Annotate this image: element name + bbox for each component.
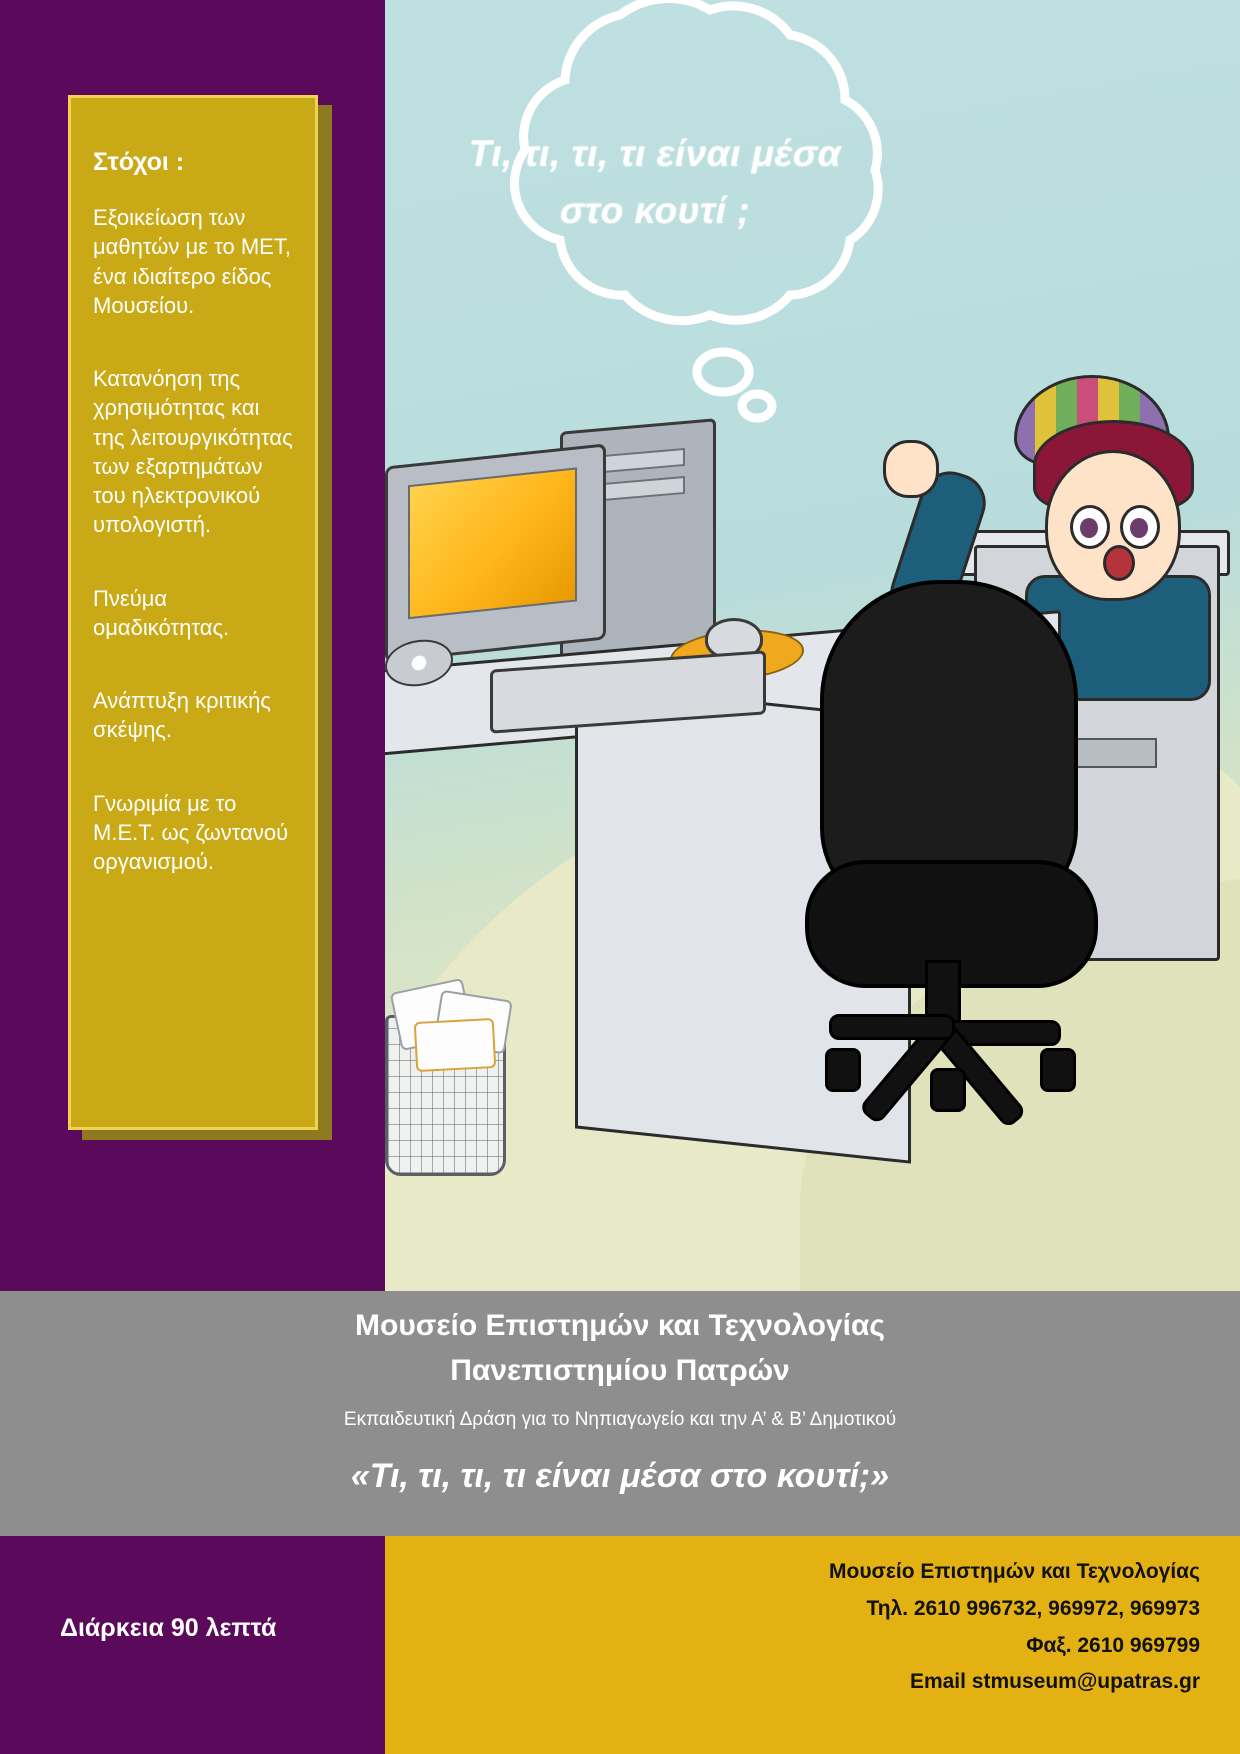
banner-subtitle: Εκπαιδευτική Δράση για το Νηπιαγωγείο και την Α’ & Β’ Δημοτικού: [343, 1409, 897, 1430]
chair-caster: [930, 1068, 966, 1112]
boy-eye-left: [1070, 505, 1110, 549]
thought-bubble: [405, 0, 905, 430]
goals-item-4: Ανάπτυξη κριτικής σκέψης.: [93, 688, 271, 743]
contact-fax: Φαξ. 2610 969799: [1026, 1633, 1200, 1657]
goals-title: Στόχοι :: [93, 148, 185, 176]
museum-name-line2: Πανεπιστημίου Πατρών: [450, 1354, 790, 1387]
duration-text: Διάρκεια 90 λεπτά: [60, 1614, 277, 1642]
contact-email: Email stmuseum@upatras.gr: [909, 1670, 1200, 1694]
boy-pupil-left: [1080, 518, 1098, 538]
chair-leg: [829, 1014, 955, 1040]
classroom-scene: [385, 0, 1240, 1291]
activity-title: «Τι, τι, τι, τι είναι μέσα στο κουτί;»: [350, 1457, 890, 1495]
chair-caster: [825, 1048, 861, 1092]
chair-caster: [1040, 1048, 1076, 1092]
goals-item-2: Κατανόηση της χρησιμότητας και της λειτουργικότητας των εξαρτημάτων του ηλεκτρονικού υπολογιστή.: [93, 366, 293, 538]
footer-purple-block: [0, 1536, 385, 1754]
computer-monitor: [385, 443, 606, 662]
monitor-screen: [408, 467, 577, 619]
boy-eye-right: [1120, 505, 1160, 549]
boy-mouth: [1103, 545, 1135, 581]
goals-item-5: Γνωριμία με το Μ.Ε.Τ. ως ζωντανού οργανισμού.: [93, 790, 289, 874]
goals-item-1: Εξοικείωση των μαθητών με το ΜΕΤ, ένα ιδιαίτερο είδος Μουσείου.: [93, 205, 291, 318]
boy-pupil-right: [1130, 518, 1148, 538]
goals-item-3: Πνεύμα ομαδικότητας.: [93, 585, 230, 640]
contact-block: [440, 1554, 1200, 1701]
thought-bubble-text: Τι, τι, τι, τι είναι μέσα στο κουτί ;: [468, 133, 842, 232]
museum-name-line1: Μουσείο Επιστημών και Τεχνολογίας: [355, 1309, 885, 1342]
title-banner: [0, 1291, 1240, 1536]
crumpled-paper: [414, 1018, 497, 1072]
chair-base: [825, 1010, 1075, 1100]
cabinet-handle-bottom: [1068, 738, 1157, 768]
boy-hand: [883, 440, 939, 498]
footer: [0, 1536, 1240, 1754]
contact-museum-name: Μουσείο Επιστημών και Τεχνολογίας: [829, 1560, 1200, 1583]
contact-phone: Τηλ. 2610 996732, 969972, 969973: [866, 1596, 1200, 1620]
goals-box: [68, 95, 318, 1130]
